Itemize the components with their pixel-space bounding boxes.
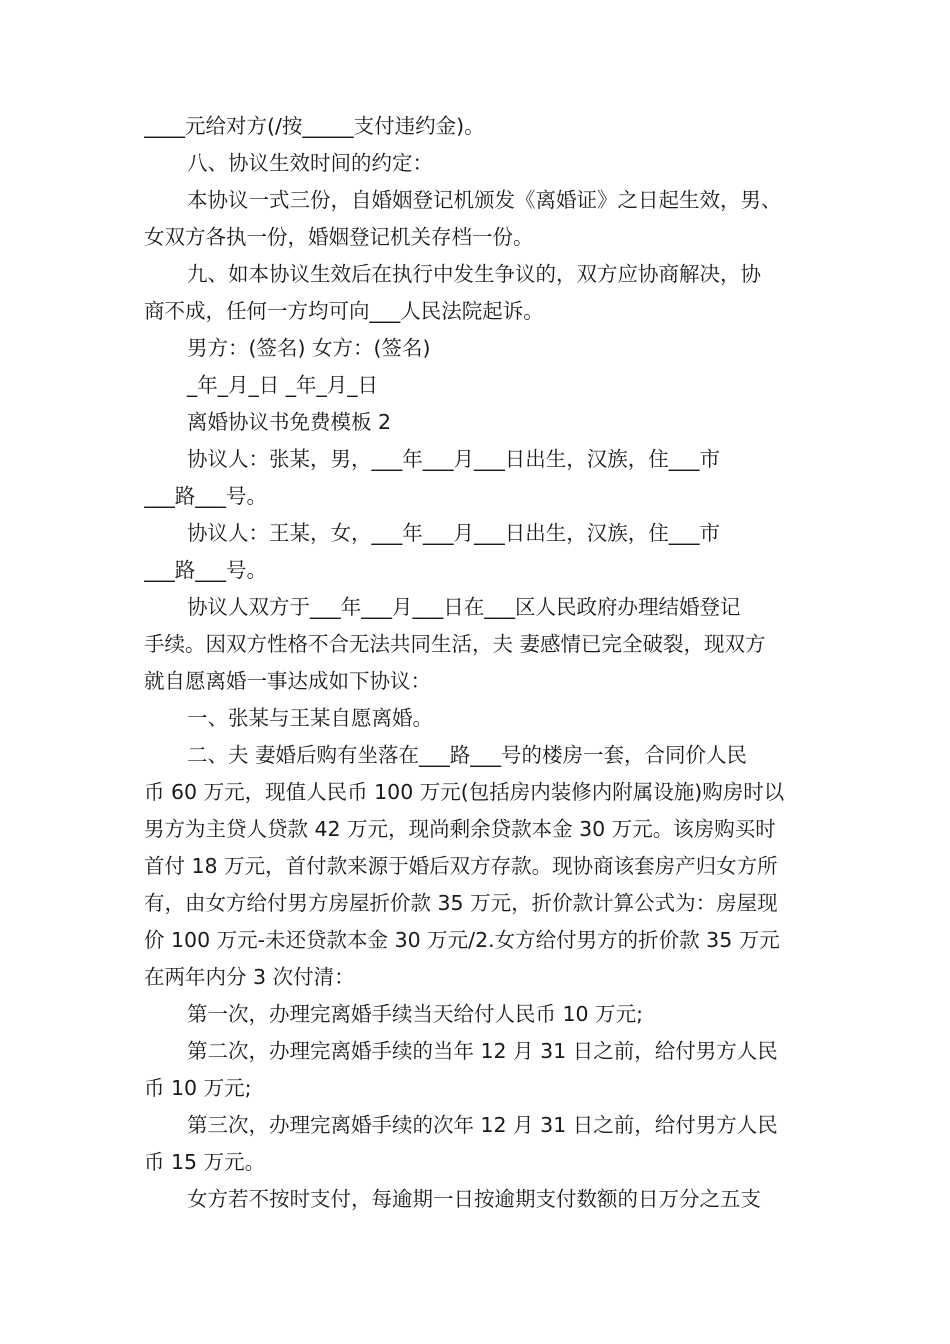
text-line: 一、张某与王某自愿离婚。 <box>187 706 433 730</box>
text-line: 币 10 万元; <box>144 1076 252 1100</box>
text-line: 在两年内分 3 次付清： <box>144 965 355 989</box>
text-line: 第三次，办理完离婚手续的次年 12 月 31 日之前，给付男方人民 <box>187 1113 778 1137</box>
text-line: 就自愿离婚一事达成如下协议： <box>144 669 431 693</box>
text-line: ___路___号。 <box>144 558 267 582</box>
text-line: 首付 18 万元，首付款来源于婚后双方存款。现协商该套房产归女方所 <box>144 854 778 878</box>
text-line: 价 100 万元-未还贷款本金 30 万元/2.女方给付男方的折价款 35 万元 <box>144 928 780 952</box>
text-line: 男方为主贷人贷款 42 万元，现尚剩余贷款本金 30 万元。该房购买时 <box>144 817 776 841</box>
text-line: ____元给对方(/按_____支付违约金)。 <box>144 114 485 138</box>
text-line: 协议人双方于___年___月___日在___区人民政府办理结婚登记 <box>187 595 741 619</box>
text-line: 商不成，任何一方均可向___人民法院起诉。 <box>144 299 544 323</box>
text-line: 女方若不按时支付，每逾期一日按逾期支付数额的日万分之五支 <box>187 1187 761 1211</box>
text-line: 九、如本协议生效后在执行中发生争议的，双方应协商解决，协 <box>187 262 761 286</box>
text-line: 八、协议生效时间的约定： <box>187 151 433 175</box>
text-line: 协议人：王某，女，___年___月___日出生，汉族，住___市 <box>187 521 720 545</box>
text-line: 有，由女方给付男方房屋折价款 35 万元，折价款计算公式为：房屋现 <box>144 891 778 915</box>
text-line: 女双方各执一份，婚姻登记机关存档一份。 <box>144 225 534 249</box>
text-line: 币 60 万元，现值人民币 100 万元(包括房内装修内附属设施)购房时以 <box>144 780 785 804</box>
text-line: 协议人：张某，男，___年___月___日出生，汉族，住___市 <box>187 447 720 471</box>
text-line: 币 15 万元。 <box>144 1150 266 1174</box>
text-line: ___路___号。 <box>144 484 267 508</box>
text-line: 手续。因双方性格不合无法共同生活，夫 妻感情已完全破裂，现双方 <box>144 632 766 656</box>
document-body <box>144 108 810 1218</box>
text-line: 第二次，办理完离婚手续的当年 12 月 31 日之前，给付男方人民 <box>187 1039 778 1063</box>
text-line: 第一次，办理完离婚手续当天给付人民币 10 万元; <box>187 1002 644 1026</box>
text-line: 男方：(签名) 女方：(签名) <box>187 336 431 360</box>
text-line: _年_月_日 _年_月_日 <box>187 373 379 397</box>
text-line: 二、夫 妻婚后购有坐落在___路___号的楼房一套，合同价人民 <box>187 743 748 767</box>
text-line: 本协议一式三份，自婚姻登记机颁发《离婚证》之日起生效，男、 <box>187 188 782 212</box>
text-line: 离婚协议书免费模板 2 <box>187 410 392 434</box>
